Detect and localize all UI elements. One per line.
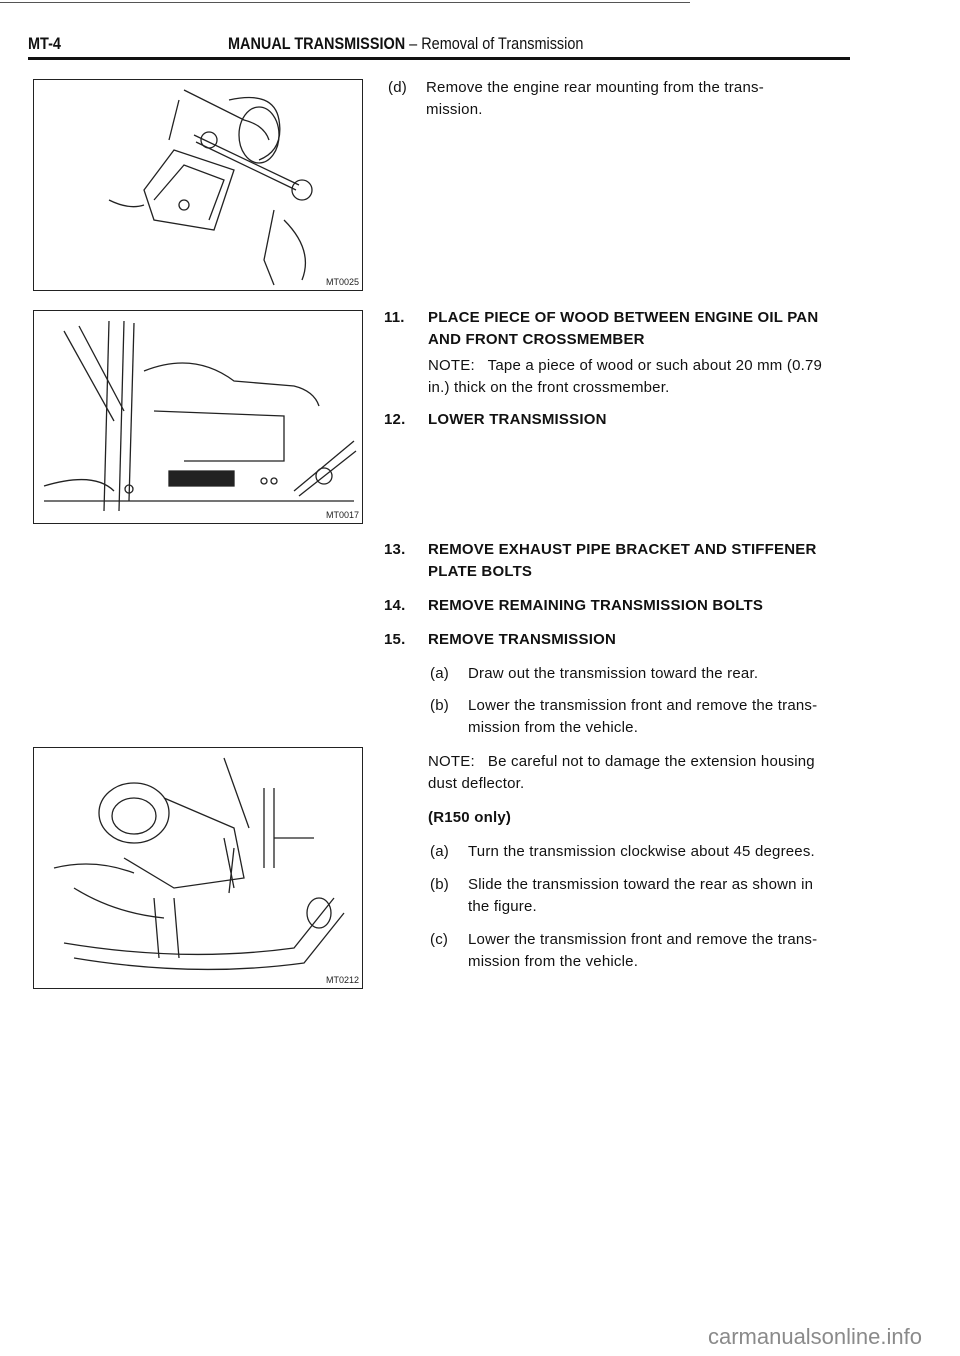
step-11-number: 11. — [384, 309, 405, 326]
illustration-transmission-lowering — [34, 311, 362, 523]
step-15b-line2: mission from the vehicle. — [468, 719, 639, 736]
r150-b-marker: (b) — [430, 876, 449, 893]
figure-label: MT0212 — [325, 975, 359, 985]
r150-b-line2: the figure. — [468, 898, 537, 915]
figure-wood-block — [33, 310, 363, 524]
r150-b-line1: Slide the transmission toward the rear as shown in — [468, 876, 814, 893]
step-15b-line1: Lower the transmission front and remove the trans- — [468, 697, 818, 714]
step-15-note-line2: dust deflector. — [428, 775, 525, 792]
step-13-title-line2: PLATE BOLTS — [428, 563, 533, 580]
step-13-number: 13. — [384, 541, 406, 558]
illustration-wrench-mounting — [34, 80, 362, 290]
step-11-title-line1: PLACE PIECE OF WOOD BETWEEN ENGINE OIL PAN — [428, 309, 819, 326]
step-11-note-line2: in.) thick on the front crossmember. — [428, 379, 670, 396]
step-15-title: REMOVE TRANSMISSION — [428, 631, 616, 648]
figure-remove-transmission — [33, 747, 363, 989]
step-d-line1: Remove the engine rear mounting from the trans- — [426, 79, 764, 96]
step-d-marker: (d) — [388, 79, 407, 96]
page-code: MT-4 — [28, 34, 61, 53]
step-15a-text: Draw out the transmission toward the rear. — [468, 665, 759, 682]
step-15-note-line1: NOTE: Be careful not to damage the extension housing — [428, 753, 815, 770]
illustration-transmission-removal — [34, 748, 362, 988]
step-12-number: 12. — [384, 411, 406, 428]
step-d-line2: mission. — [426, 101, 483, 118]
r150-c-marker: (c) — [430, 931, 449, 948]
section-title: MANUAL TRANSMISSION — [228, 34, 406, 53]
step-12-title: LOWER TRANSMISSION — [428, 411, 607, 428]
step-11-note-line1: NOTE: Tape a piece of wood or such about 20 mm (0.79 — [428, 357, 823, 374]
step-15-number: 15. — [384, 631, 406, 648]
step-13-title-line1: REMOVE EXHAUST PIPE BRACKET AND STIFFENER — [428, 541, 817, 558]
r150-a-marker: (a) — [430, 843, 449, 860]
figure-label: MT0017 — [325, 510, 359, 520]
r150-c-line1: Lower the transmission front and remove the trans- — [468, 931, 818, 948]
subsection-title: – Removal of Transmission — [405, 34, 584, 53]
r150-c-line2: mission from the vehicle. — [468, 953, 639, 970]
scan-artifact-line — [0, 2, 690, 3]
r150-a-text: Turn the transmission clockwise about 45 degrees. — [468, 843, 815, 860]
step-11-title-line2: AND FRONT CROSSMEMBER — [428, 331, 645, 348]
step-15a-marker: (a) — [430, 665, 449, 682]
header-rule — [28, 57, 850, 60]
page-title — [228, 34, 583, 54]
step-14-number: 14. — [384, 597, 406, 614]
r150-subheading: (R150 only) — [428, 809, 512, 826]
step-14-title: REMOVE REMAINING TRANSMISSION BOLTS — [428, 597, 764, 614]
step-15b-marker: (b) — [430, 697, 449, 714]
figure-label: MT0025 — [325, 277, 359, 287]
figure-engine-rear-mounting — [33, 79, 363, 291]
watermark: carmanualsonline.info — [707, 1324, 922, 1349]
